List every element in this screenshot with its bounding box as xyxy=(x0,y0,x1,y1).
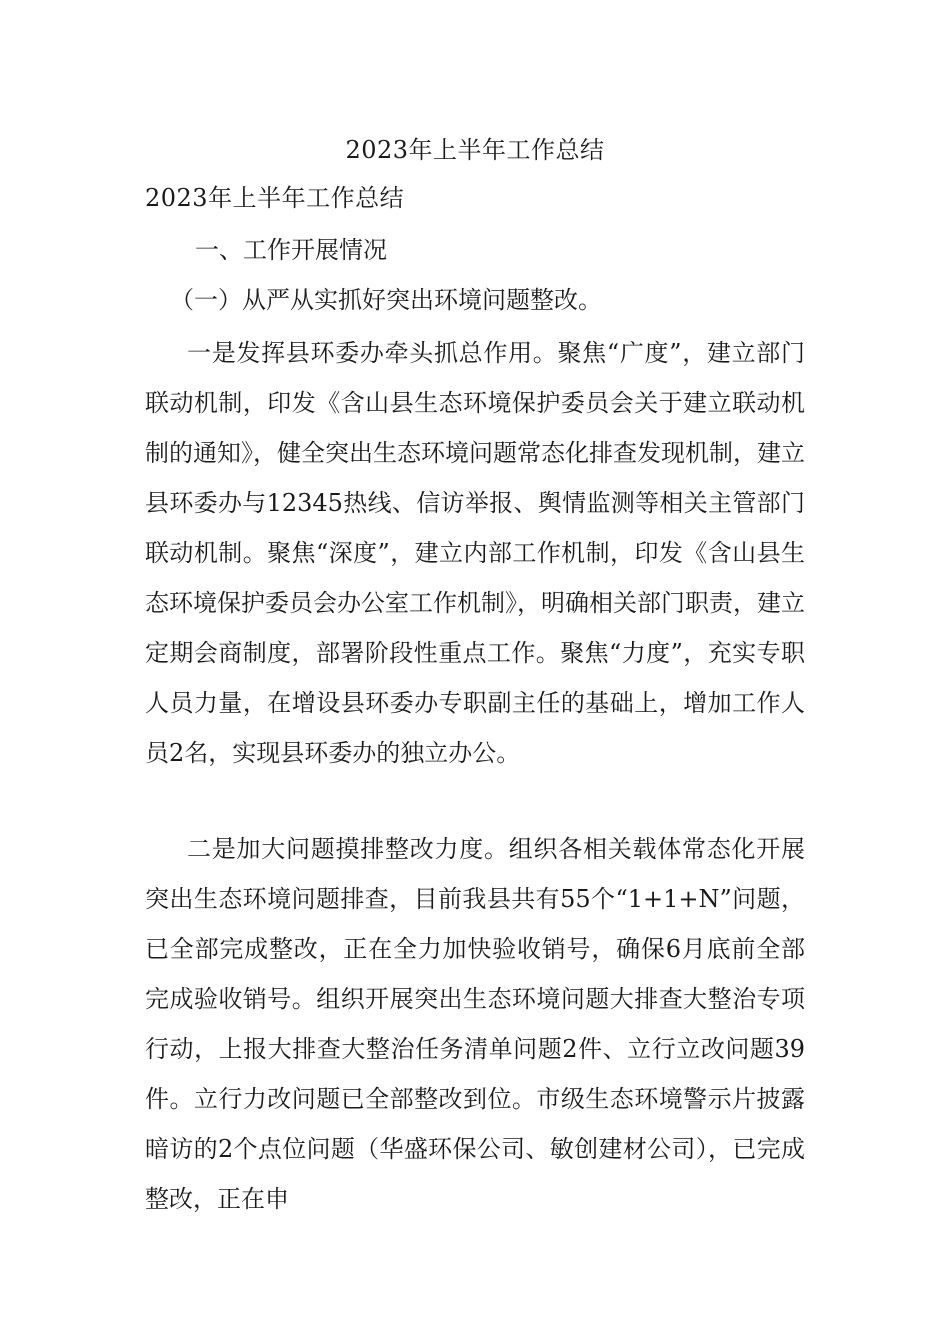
paragraph-1: 一是发挥县环委办牵头抓总作用。聚焦“广度”，建立部门联动机制，印发《含山县生态环境保护委员会关于建立联动机制的通知》，健全突出生态环境问题常态化排查发现机制，建立县环委办与12345热线、信访举报、舆情监测等相关主管部门联动机制。聚焦“深度”，建立内部工作机制，印发《含山县生态环境保护委员会办公室工作机制》，明确相关部门职责，建立定期会商制度，部署阶段性重点工作。聚焦“力度”，充实专职人员力量，在增设县环委办专职副主任的基础上，增加工作人员2名，实现县环委办的独立办公。 xyxy=(145,339,805,767)
section-heading: 一、工作开展情况 xyxy=(195,236,387,264)
document-subtitle: 2023年上半年工作总结 xyxy=(145,184,405,212)
paragraph-2: 二是加大问题摸排整改力度。组织各相关载体常态化开展突出生态环境问题排查，目前我县共有55个“1+1+N”问题，已全部完成整改，正在全力加快验收销号，确保6月底前全部完成验收销号。组织开展突出生态环境问题大排查大整治专项行动，上报大排查大整治任务清单问题2件、立行立改问题39件。立行力改问题已全部整改到位。市级生态环境警示片披露暗访的2个点位问题（华盛环保公司、敏创建材公司），已完成整改，正在申 xyxy=(145,835,805,1213)
document-title: 2023年上半年工作总结 xyxy=(345,136,605,164)
subsection-heading: （一）从严从实抓好突出环境问题整改。 xyxy=(170,286,602,314)
